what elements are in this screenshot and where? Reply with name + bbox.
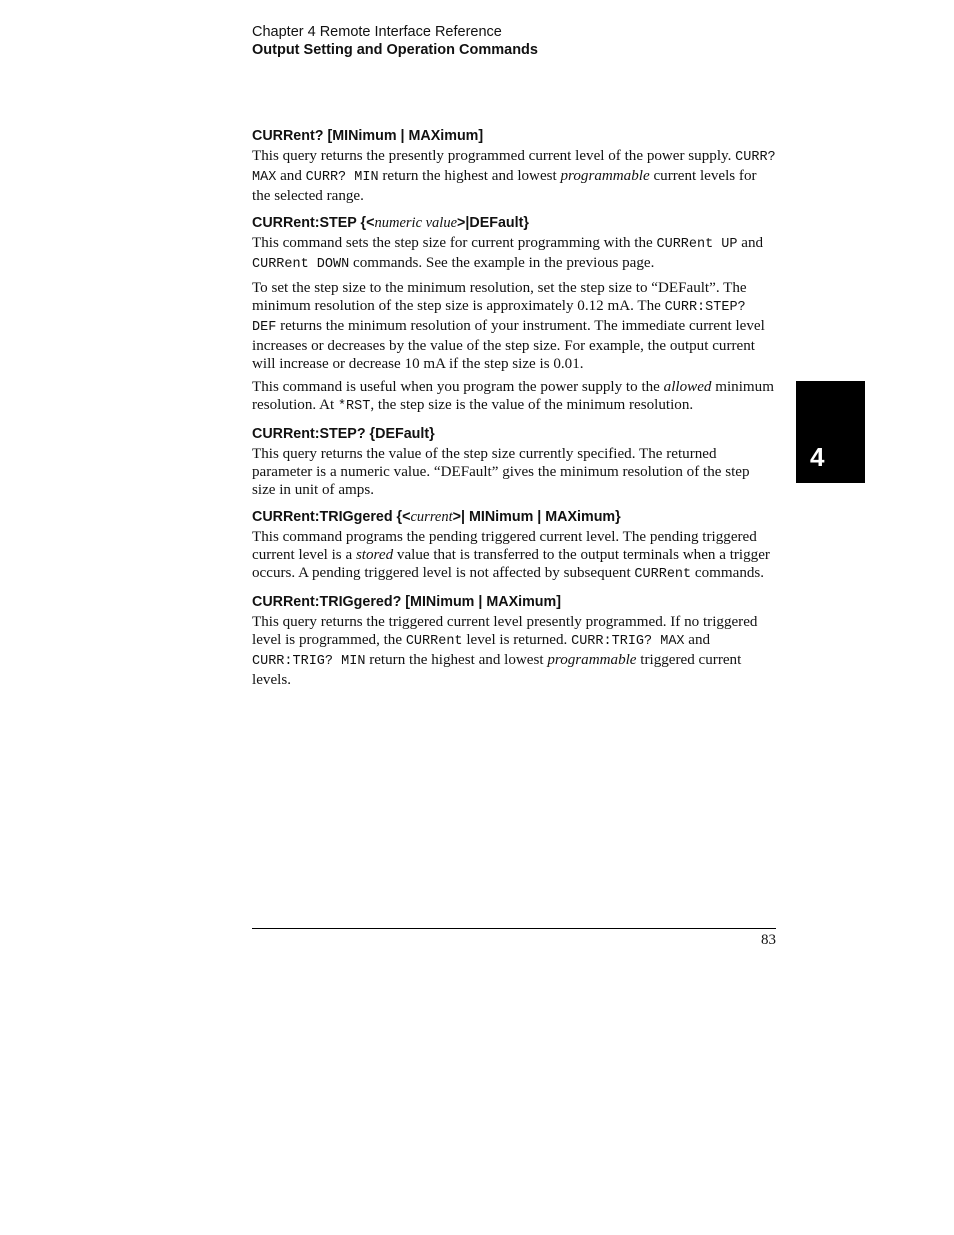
text-run: minimum resolution. At bbox=[252, 379, 774, 413]
section-title: Output Setting and Operation Commands bbox=[252, 42, 538, 58]
command-syntax: CURRent:STEP? {DEFault} bbox=[252, 426, 435, 442]
text-run: return the highest and lowest bbox=[365, 652, 548, 668]
text-run: and bbox=[737, 235, 764, 251]
command-syntax: CURRent? [MINimum | MAXimum] bbox=[252, 128, 484, 144]
command-section bbox=[252, 508, 776, 584]
code-keyword: CURR:STEP? DEF bbox=[252, 300, 746, 335]
code-keyword: CURRent DOWN bbox=[252, 257, 350, 272]
text-run: and bbox=[684, 632, 711, 648]
command-syntax: >| MINimum | MAXimum} bbox=[452, 509, 621, 525]
code-keyword: CURRent bbox=[634, 567, 692, 582]
command-section bbox=[252, 127, 776, 205]
command-section bbox=[252, 214, 776, 416]
text-run: , the step size is the value of the minimum resolution. bbox=[370, 397, 694, 413]
text-run: This command is useful when you program the power supply to the bbox=[252, 379, 664, 395]
command-heading bbox=[252, 425, 776, 443]
text-run: returns the minimum resolution of your instrument. The immediate current level increases or decreases by the value of the step size. For example, the output current will increase or decrease 10 mA if the step size is 0.01. bbox=[252, 318, 765, 372]
text-run: value that is transferred to the output terminals when a trigger occurs. A pending triggered level is not affected by subsequent bbox=[252, 547, 770, 581]
code-keyword: CURRent bbox=[405, 634, 463, 649]
command-heading bbox=[252, 127, 776, 145]
command-heading bbox=[252, 508, 776, 526]
description-paragraph bbox=[252, 378, 776, 416]
emphasis-text: programmable bbox=[547, 652, 637, 668]
code-keyword: CURR:TRIG? MIN bbox=[252, 654, 366, 669]
command-section bbox=[252, 425, 776, 499]
code-keyword: CURR:TRIG? MAX bbox=[571, 634, 685, 649]
text-run: commands. bbox=[691, 565, 765, 581]
footer-divider bbox=[252, 928, 776, 929]
text-run: This command sets the step size for current programming with the bbox=[252, 235, 657, 251]
page-header bbox=[252, 23, 812, 59]
command-section bbox=[252, 593, 776, 689]
text-run: This query returns the presently programmed current level of the power supply. bbox=[252, 148, 736, 164]
text-run: and bbox=[276, 168, 306, 184]
text-run: level is returned. bbox=[462, 632, 572, 648]
code-keyword: *RST bbox=[337, 399, 371, 414]
description-paragraph bbox=[252, 528, 776, 584]
command-heading bbox=[252, 593, 776, 611]
text-run: This command programs the pending triggered current level. The pending triggered current level is a bbox=[252, 529, 757, 563]
text-run: commands. See the example in the previous page. bbox=[349, 255, 655, 271]
chapter-title: Chapter 4 Remote Interface Reference bbox=[252, 24, 502, 40]
description-paragraph bbox=[252, 445, 776, 499]
text-run: current levels for the selected range. bbox=[252, 168, 757, 204]
chapter-tab bbox=[796, 381, 865, 483]
emphasis-text: allowed bbox=[663, 379, 712, 395]
emphasis-text: stored bbox=[355, 547, 394, 563]
text-run: To set the step size to the minimum resolution, set the step size to “DEFault”. The minimum resolution of the step size is approximately 0.12 mA. The bbox=[252, 280, 747, 314]
chapter-tab-number: 4 bbox=[810, 442, 825, 472]
text-run: This query returns the triggered current level presently programmed. If no triggered level is programmed, the bbox=[252, 614, 758, 648]
parameter-placeholder: current bbox=[410, 509, 453, 525]
parameter-placeholder: numeric value bbox=[374, 215, 458, 231]
text-run: This query returns the value of the step size currently specified. The returned parameter is a numeric value. “DEFault” gives the minimum resolution of the step size in unit of amps. bbox=[252, 446, 750, 498]
command-syntax: >|DEFault} bbox=[457, 215, 529, 231]
description-paragraph bbox=[252, 234, 776, 274]
page-number: 83 bbox=[761, 932, 776, 948]
text-run: triggered current levels. bbox=[252, 652, 742, 688]
command-syntax: CURRent:TRIGgered? [MINimum | MAXimum] bbox=[252, 594, 561, 610]
command-syntax: CURRent:STEP {< bbox=[252, 215, 375, 231]
emphasis-text: programmable bbox=[560, 168, 650, 184]
code-keyword: CURRent UP bbox=[656, 237, 738, 252]
code-keyword: CURR? MAX bbox=[252, 150, 776, 185]
description-paragraph bbox=[252, 613, 776, 689]
command-syntax: CURRent:TRIGgered {< bbox=[252, 509, 411, 525]
code-keyword: CURR? MIN bbox=[305, 170, 379, 185]
description-paragraph bbox=[252, 279, 776, 373]
command-reference-body bbox=[252, 127, 776, 698]
description-paragraph bbox=[252, 147, 776, 205]
command-heading bbox=[252, 214, 776, 232]
text-run: return the highest and lowest bbox=[378, 168, 561, 184]
